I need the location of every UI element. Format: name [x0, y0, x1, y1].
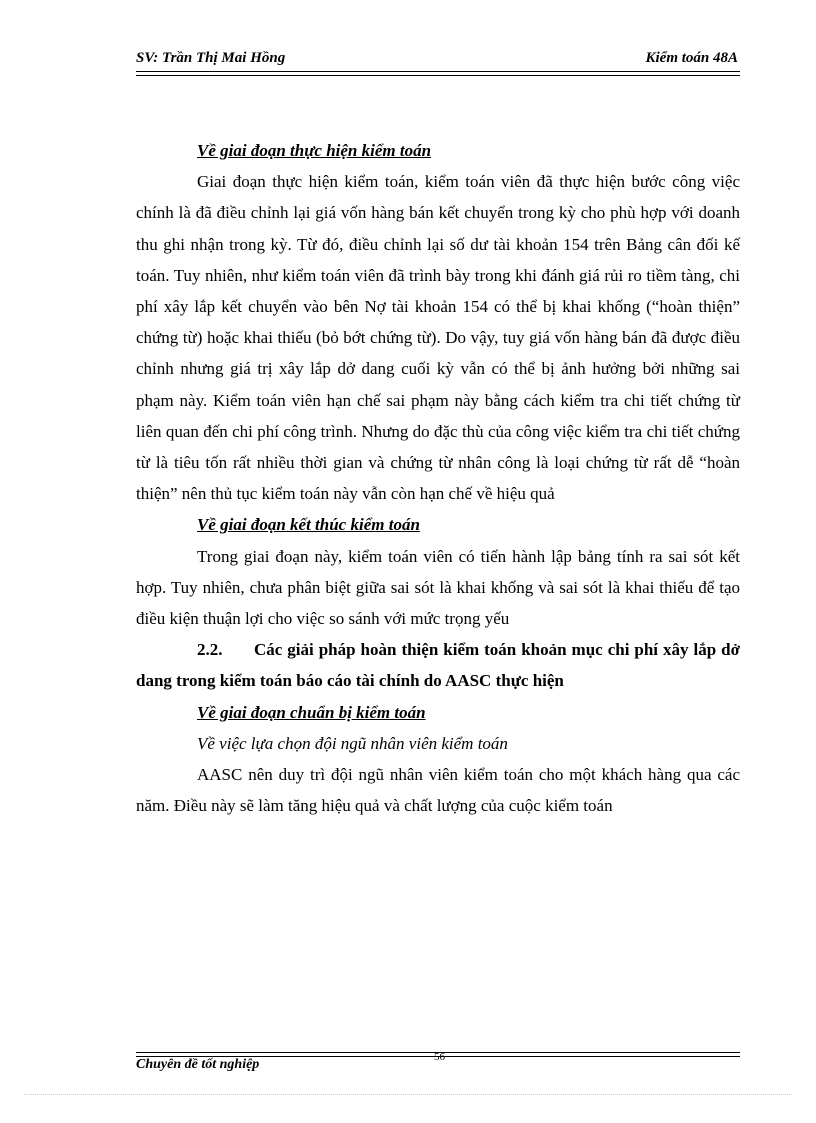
section-number: 2.2. — [197, 640, 223, 660]
page-number: 56 — [434, 1051, 445, 1063]
paragraph-staff-selection: AASC nên duy trì đội ngũ nhân viên kiểm toán cho một khách hàng qua các năm. Điều này sẽ làm tăng hiệu quả và chất lượng của cuộc kiểm toán — [136, 765, 740, 816]
paragraph-execution-phase: Giai đoạn thực hiện kiểm toán, kiểm toán viên đã thực hiện bước công việc chính là đã điều chỉnh lại giá vốn hàng bán kết chuyển trong kỳ cho phù hợp với doanh thu ghi nhận trong kỳ. Từ đó, điều chỉnh lại số dư tài khoản 154 trên Bảng cân đối kế toán. Tuy nhiên, như kiểm toán viên đã trình bày trong khi đánh giá rủi ro tiềm tàng, chi phí xây lắp kết chuyển vào bên Nợ tài khoản 154 có thể bị khai khống (“hoàn thiện” chứng từ) hoặc khai thiếu (bỏ bớt chứng từ). Do vậy, tuy giá vốn hàng bán đã được điều chỉnh nhưng giá trị xây lắp dở dang cuối kỳ vẫn có thể bị ảnh hưởng bởi những sai phạm này. Kiểm toán viên hạn chế sai phạm này bằng cách kiểm tra chi tiết chứng từ liên quan đến chi phí công trình. Nhưng do đặc thù của công việc kiểm tra chi tiết chứng từ là tiêu tốn rất nhiều thời gian và chứng từ nhân công là loại chứng từ rất dễ “hoàn thiện” nên thủ tục kiểm toán này vẫn còn hạn chế về hiệu quả — [136, 172, 740, 504]
heading-completion-phase: Về giai đoạn kết thúc kiểm toán — [197, 515, 420, 535]
heading-planning-phase: Về giai đoạn chuẩn bị kiểm toán — [197, 702, 426, 722]
section-title: Các giải pháp hoàn thiện kiểm toán khoản mục chi phí xây lắp dở dang trong kiểm toán báo cáo tài chính do AASC thực hiện — [136, 640, 740, 691]
page-edge-dotted-line — [24, 1094, 792, 1095]
page-header — [136, 48, 740, 70]
paragraph-completion-phase: Trong giai đoạn này, kiểm toán viên có tiến hành lập bảng tính ra sai sót kết hợp. Tuy nhiên, chưa phân biệt giữa sai sót là khai khống và sai sót là khai thiếu để tạo điều kiện thuận lợi cho việc so sánh với mức trọng yếu — [136, 546, 740, 629]
header-rule-thin — [136, 75, 740, 76]
section-heading-2-2 — [136, 634, 740, 696]
header-author: SV: Trần Thị Mai Hồng — [136, 50, 286, 66]
subheading-staff-selection: Về việc lựa chọn đội ngũ nhân viên kiểm toán — [197, 733, 508, 753]
page-body — [136, 135, 740, 821]
footer-title: Chuyên đề tốt nghiệp — [136, 1057, 260, 1072]
heading-execution-phase: Về giai đoạn thực hiện kiểm toán — [197, 141, 432, 160]
header-rule-thick — [136, 71, 740, 72]
header-class: Kiểm toán 48A — [645, 50, 738, 66]
